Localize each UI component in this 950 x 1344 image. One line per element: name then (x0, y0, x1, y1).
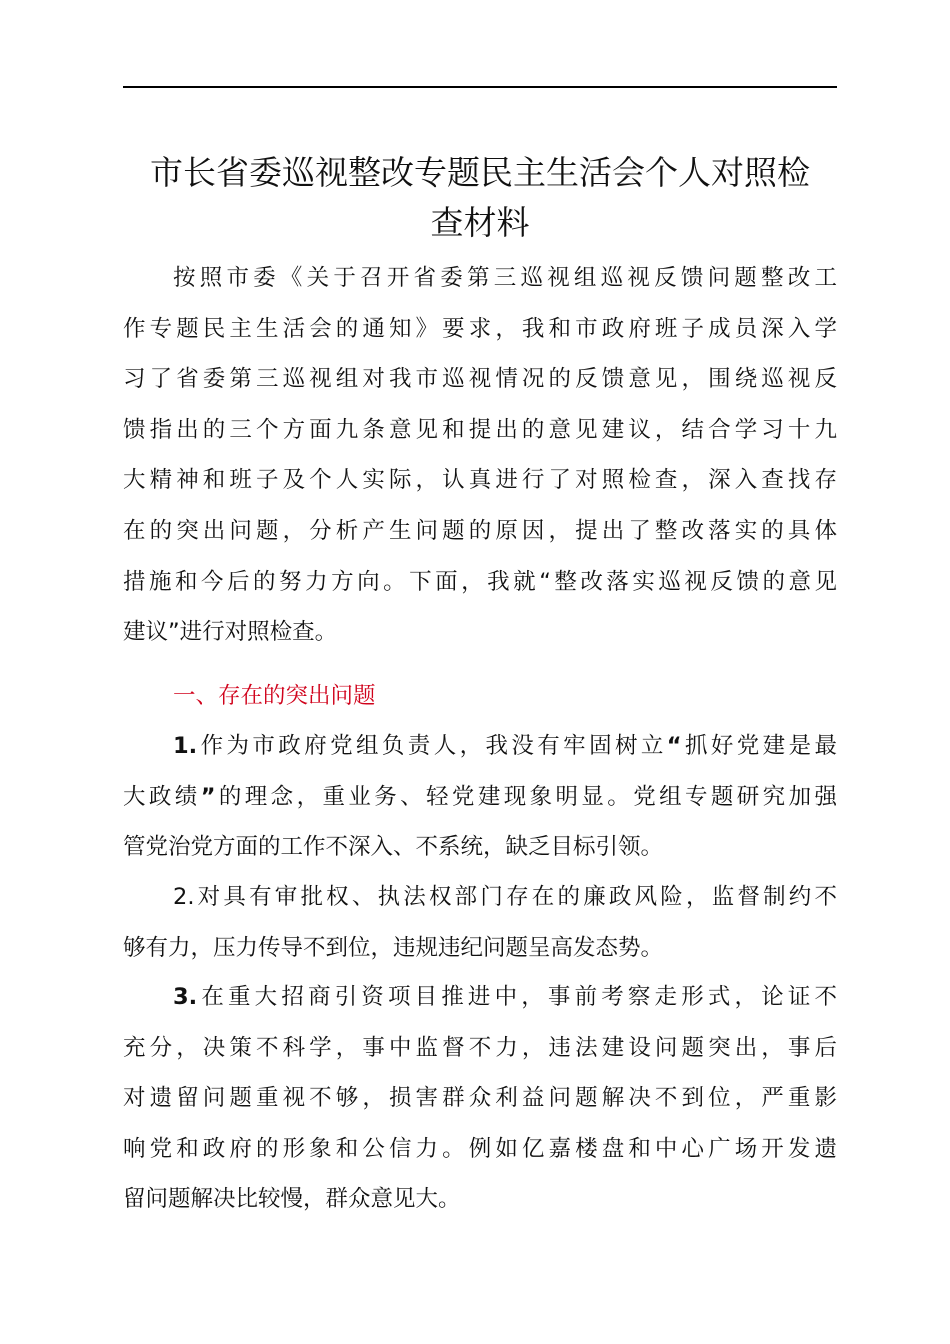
item-number: 1. (173, 733, 198, 759)
title-line: 市长省委巡视整改专题民主生活会个人对照检 (150, 153, 810, 192)
section-heading: 一、存在的突出问题 (173, 683, 376, 709)
item-text: 抓好党建是最 (681, 733, 837, 759)
paragraph-line: 措施和今后的努力方向。下面，我就“整改落实巡视反馈的意见 (123, 568, 837, 595)
paragraph-line: 2.对具有审批权、执法权部门存在的廉政风险，监督制约不 (173, 884, 837, 910)
item-text: 大政绩 (123, 783, 201, 810)
quote-mark: “ (666, 733, 682, 759)
item-text: 作为市政府党组负责人，我没有牢固树立 (197, 733, 667, 759)
header-rule (123, 86, 837, 88)
paragraph-line: 馈指出的三个方面九条意见和提出的意见建议，结合学习十九 (123, 416, 837, 443)
paragraph-line: 按照市委《关于召开省委第三巡视组巡视反馈问题整改工 (173, 265, 837, 291)
paragraph-line: 习了省委第三巡视组对我市巡视情况的反馈意见，围绕巡视反 (123, 366, 837, 393)
paragraph-line: 充分，决策不科学，事中监督不力，违法建设问题突出，事后 (123, 1034, 837, 1061)
item-1-paragraph (123, 721, 837, 873)
paragraph-line (123, 972, 837, 1023)
paragraph-line: 够有力，压力传导不到位，违规违纪问题呈高发态势。 (123, 934, 664, 961)
document-title (115, 148, 845, 248)
paragraph-line: 建议”进行对照检查。 (123, 619, 338, 646)
paragraph-line: 留问题解决比较慢，群众意见大。 (123, 1186, 461, 1213)
paragraph-line: 作专题民主生活会的通知》要求，我和市政府班子成员深入学 (123, 315, 837, 342)
quote-mark: ” (200, 783, 216, 810)
item-number: 3. (173, 984, 198, 1010)
paragraph-line (123, 721, 837, 772)
paragraph-line: 大精神和班子及个人实际，认真进行了对照检查，深入查找存 (123, 467, 837, 494)
item-text: 的理念，重业务、轻党建现象明显。党组专题研究加强 (215, 783, 837, 810)
item-2-paragraph (123, 872, 837, 973)
paragraph-line (123, 772, 837, 823)
item-3-paragraph (123, 972, 837, 1225)
paragraph-line: 对遗留问题重视不够，损害群众利益问题解决不到位，严重影 (123, 1085, 837, 1112)
item-text: 在重大招商引资项目推进中，事前考察走形式，论证不 (197, 984, 837, 1010)
title-line: 查材料 (430, 203, 530, 242)
paragraph-line: 响党和政府的形象和公信力。例如亿嘉楼盘和中心广场开发遗 (123, 1135, 837, 1162)
paragraph-line: 管党治党方面的工作不深入、不系统，缺乏目标引领。 (123, 834, 664, 861)
paragraph-line: 在的突出问题，分析产生问题的原因，提出了整改落实的具体 (123, 517, 837, 544)
intro-paragraph (123, 253, 837, 658)
